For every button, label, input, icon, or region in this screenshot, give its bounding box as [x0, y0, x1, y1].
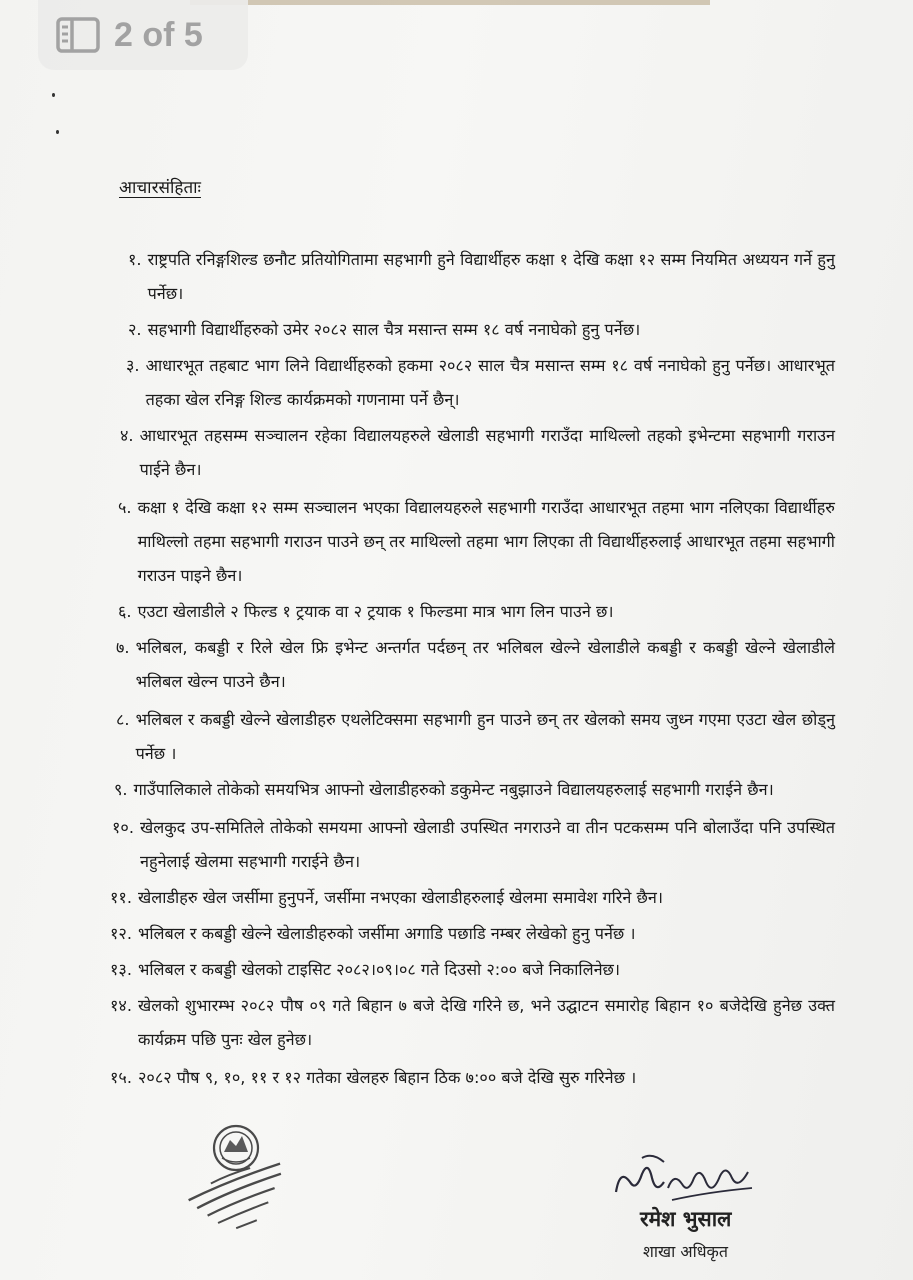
rule-item [112, 811, 835, 879]
signatory-name: रमेश भुसाल [640, 1207, 732, 1231]
rule-number: ४. [120, 426, 134, 445]
rule-item [118, 595, 835, 629]
rule-item [110, 917, 835, 951]
rule-number: ५. [118, 498, 132, 517]
office-seal-stamp [178, 1118, 303, 1236]
ink-speck [56, 130, 59, 134]
rule-text: आधारभूत तहबाट भाग लिने विद्यार्थीहरुको हकमा २०८२ साल चैत्र मसान्त सम्म १८ वर्ष ननाघेको हुनु पर्नेछ। आधारभूत तहका खेल रनिङ्ग शिल्ड कार्यक्रमको गणनामा पर्ने छैन्। [145, 356, 835, 409]
rule-text: २०८२ पौष ९, १०, ११ र १२ गतेका खेलहरु बिहान ठिक ७:०० बजे देखि सुरु गरिनेछ । [137, 1068, 637, 1087]
rule-text: भलिबल, कबड्डी र रिले खेल फ्रि इभेन्ट अन्तर्गत पर्दछन् तर भलिबल खेल्ने खेलाडीले कबड्डी र कबड्डी खेल्ने खेलाडीले भलिबल खेल्न पाउने छैन। [135, 638, 835, 691]
rule-item [128, 243, 835, 311]
rule-number: ९. [114, 780, 128, 799]
rule-text: भलिबल र कबड्डी खेल्ने खेलाडीहरुको जर्सीमा अगाडि पछाडि नम्बर लेखेको हुनु पर्नेछ । [137, 924, 636, 943]
rule-number: ८. [116, 710, 130, 729]
rule-text: खेलको शुभारम्भ २०८२ पौष ०९ गते बिहान ७ बजे देखि गरिने छ, भने उद्घाटन समारोह बिहान १० बजेदेखि हुनेछ उक्त कार्यक्रम पछि पुनः खेल हुनेछ। [137, 996, 835, 1049]
rule-text: भलिबल र कबड्डी खेलको टाइसिट २०८२।०९।०८ गते दिउसो २:०० बजे निकालिनेछ। [137, 960, 621, 979]
seal-lettering [185, 1160, 294, 1236]
sidebar-icon [56, 17, 100, 53]
rule-text: सहभागी विद्यार्थीहरुको उमेर २०८२ साल चैत्र मसान्त सम्म १८ वर्ष ननाघेको हुनु पर्नेछ। [147, 320, 641, 339]
rule-text: कक्षा १ देखि कक्षा १२ सम्म सञ्चालन भएका विद्यालयहरुले सहभागी गराउँदा आधारभूत तहमा भाग नलिएका विद्यार्थीहरु माथिल्लो तहमा सहभागी गराउन पाउने छन् तर माथिल्लो तहमा भाग लिएका ती विद्यार्थीहरुलाई आधारभूत तहमा सहभागी गराउन पाइने छैन। [137, 498, 835, 585]
rule-number: १२. [110, 924, 132, 943]
rule-text: खेलकुद उप-समितिले तोकेको समयमा आफ्नो खेलाडी उपस्थित नगराउने वा तीन पटकसम्म पनि बोलाउँदा पनि उपस्थित नहुनेलाई खेलमा सहभागी गराईने छैन। [139, 818, 835, 871]
rule-text: राष्ट्रपति रनिङ्गशिल्ड छनौट प्रतियोगितामा सहभागी हुने विद्यार्थीहरु कक्षा १ देखि कक्षा १२ सम्म नियमित अध्ययन गर्ने हुनु पर्नेछ। [147, 250, 835, 303]
ink-speck [52, 93, 55, 97]
rule-item [110, 953, 835, 987]
rule-number: १५. [110, 1068, 132, 1087]
rule-number: १०. [112, 818, 134, 837]
rule-number: २. [128, 320, 142, 339]
rule-text: आधारभूत तहसम्म सञ्चालन रहेका विद्यालयहरुले खेलाडी सहभागी गराउँदा माथिल्लो तहको इभेन्टमा सहभागी गराउन पाईने छैन। [139, 426, 835, 479]
code-of-conduct-heading: आचारसंहिताः [119, 178, 201, 198]
signatory-title: शाखा अधिकृत [643, 1242, 728, 1261]
rule-number: ११. [110, 888, 132, 907]
rule-item [110, 881, 835, 915]
page-indicator-text: 2 of 5 [114, 15, 203, 54]
rule-item [116, 631, 835, 699]
rule-number: ३. [126, 356, 140, 375]
rule-text: भलिबल र कबड्डी खेल्ने खेलाडीहरु एथलेटिक्समा सहभागी हुन पाउने छन् तर खेलको समय जुध्न गएमा एउटा खेल छोड्नु पर्नेछ । [135, 710, 835, 763]
rule-item [116, 703, 835, 771]
rule-item [110, 1061, 835, 1095]
seal-emblem [214, 1126, 258, 1170]
rule-number: १. [128, 250, 142, 269]
rule-number: ६. [118, 602, 132, 621]
rule-number: १३. [110, 960, 132, 979]
rule-text: खेलाडीहरु खेल जर्सीमा हुनुपर्ने, जर्सीमा नभएका खेलाडीहरुलाई खेलमा समावेश गरिने छैन। [137, 888, 664, 907]
page-indicator[interactable] [38, 0, 248, 70]
rule-text: गाउँपालिकाले तोकेको समयभित्र आफ्नो खेलाडीहरुको डकुमेन्ट नबुझाउने विद्यालयहरुलाई सहभागी गराईने छैन। [133, 780, 774, 799]
rule-item [114, 773, 835, 807]
rule-item [126, 349, 835, 417]
rule-text: एउटा खेलाडीले २ फिल्ड १ ट्रयाक वा २ ट्रयाक १ फिल्डमा मात्र भाग लिन पाउने छ। [137, 602, 614, 621]
rule-item [120, 419, 835, 487]
rule-item [128, 313, 835, 347]
rule-item [110, 989, 835, 1057]
rule-number: १४. [110, 996, 132, 1015]
rules-list [110, 243, 835, 1095]
rule-number: ७. [116, 638, 130, 657]
rule-item [118, 491, 835, 593]
page-top-edge [190, 0, 710, 5]
